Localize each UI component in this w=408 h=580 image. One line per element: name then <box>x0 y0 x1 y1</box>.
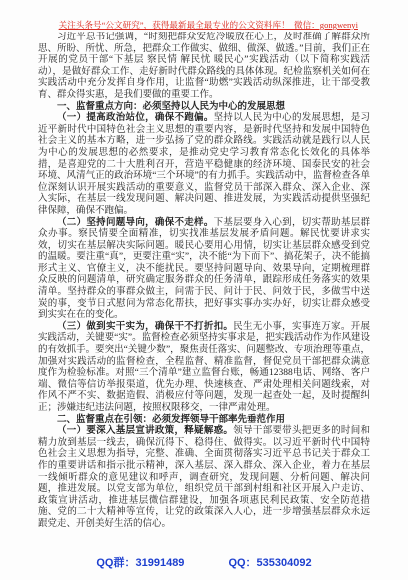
promo-header-text: 关注头条号“公文研究”，获得最新最全最专业的公文资料库！ 微信：gongwenyi <box>58 20 358 30</box>
intro-paragraph: 习近平总书记强调，“时刻把群众安危冷暖放在心上，及时准确了解群众所思、所盼、所忧、所急，把群众工作做实、做细、做深、做透。”目前，我们正在开展的党员干部“下基层 察民情 解民忧 暖民心”实践活动（以下简称实践活动），是做好群众工作、走好新时代群众路线的具体体现。纪检监察机关如何在实践活动中充分发挥自身作用，让监督“助燃”实践活动纵深推进，让干部受教育、群众得实惠，是我们要做的重要工作。 <box>38 32 370 100</box>
item-lead: （一）提高政治站位，确保不跑偏。 <box>57 113 214 124</box>
contact-footer <box>0 557 408 570</box>
section-item-paragraph <box>38 113 370 217</box>
section-heading: 一、监督重点方向：必须坚持以人民为中心的发展思想 <box>57 101 286 112</box>
footer-qq: QQ：535304092 <box>228 557 312 569</box>
section-item-paragraph <box>38 426 370 530</box>
section-item-paragraph <box>38 322 370 415</box>
item-lead: （一）要深入基层宣讲政策，释疑解惑。 <box>57 426 234 437</box>
item-lead: （三）做到实干实为，确保干不打折扣。 <box>57 321 234 332</box>
section-heading: 二、监督重点在引领：必须发挥领导干部率先垂范作用 <box>57 414 286 425</box>
footer-qq-group: QQ群：31991489 <box>96 557 185 569</box>
item-body: 民生无小事，实事连万家。开展实践活动，关键要“实”。监督检查必须坚持实事求是，把实践活动作为作风建设的有效抓手。要突出“关键少数”，聚焦责任落实、问题整改、专项治理等重点，加强对实践活动的监督检查，全程监督、精准监督，督促党员干部把群众满意度作为检验标准。对照“三个清单”建立监督台账，畅通12388电话、网络、客户端、微信等信访举报渠道，优先办理、快速核查、严肃处理相关问题线索，对作风不严不实、数据造假、消极应付等问题，发现一起查处一起，及时提醒纠正；涉嫌违纪违法问题，按照权限移交，一律严肃处理。 <box>38 321 370 413</box>
item-body: 下基层要身入心到，切实帮助基层群众办事。察民情要全面精准，切实找准基层发展矛盾问题。解民忧要讲求实效，切实在基层解决实际问题。暖民心要用心用情，切实让基层群众感受到党的温暖。要注重“真”，更要注重“实”，决不能“为下而下”、搞花架子，决不能搞形式主义、官僚主义，决不能扰民。要坚持问题导向、效果导向，定期梳理群众反映的问题清单，研究确定服务群众的任务清单，跟踪形成任务落实的效果清单。坚持群众的事群众做主，问需于民、问计于民、问效于民，多做雪中送炭的事，变节日式慰问为常态化帮扶，把好事实事办实办好，切实让群众感受到实实在在的变化。 <box>38 217 370 321</box>
item-body: 领导干部要带头把更多的时间和精力放到基层一线去，确保沉得下、稳得住、做得实。以习近平新时代中国特色社会主义思想为指导，完整、准确、全面贯彻落实习近平总书记关于群众工作的重要讲话和指示批示精神，深入基层、深入群众、深入企业，着力在基层一线倾听群众的意见建议和呼声，调查研究，发现问题、分析问题、解决问题，推进发展。以党支部为单位，组织党员干部到村组和社区开展入户走访、政策宣讲活动，推进基层微信群建设，加强各项惠民利民政策、安全防范措施、党的二十大精神等宣传，让党的政策深入人心，进一步增强基层群众永远跟党走、开创美好生活的信心。 <box>38 426 370 529</box>
section-item-paragraph <box>38 218 370 322</box>
item-body: 坚持以人民为中心的发展思想，是习近平新时代中国特色社会主义思想的重要内容，是新时代坚持和发展中国特色社会主义的基本方略，进一步弘扬了党的群众路线。实践活动就是践行以人民为中心的发展思想的必然要求，是推动党史学习教育常态化长效化的具体举措，是喜迎党的二十大胜利召开，营造平稳健康的经济环境、国泰民安的社会环境、风清气正的政治环境“三个环境”的有力抓手。实践活动中，监督检查各单位深刻认识开展实践活动的重要意义，监督党员干部深入群众、深入企业、深入实际，在基层一线发现问题、解决问题、推进发展，为实践活动提供坚强纪律保障，确保不跑偏。 <box>38 113 370 216</box>
document-body <box>38 32 370 548</box>
item-lead: （二）坚持问题导向，确保不走样。 <box>57 217 214 228</box>
